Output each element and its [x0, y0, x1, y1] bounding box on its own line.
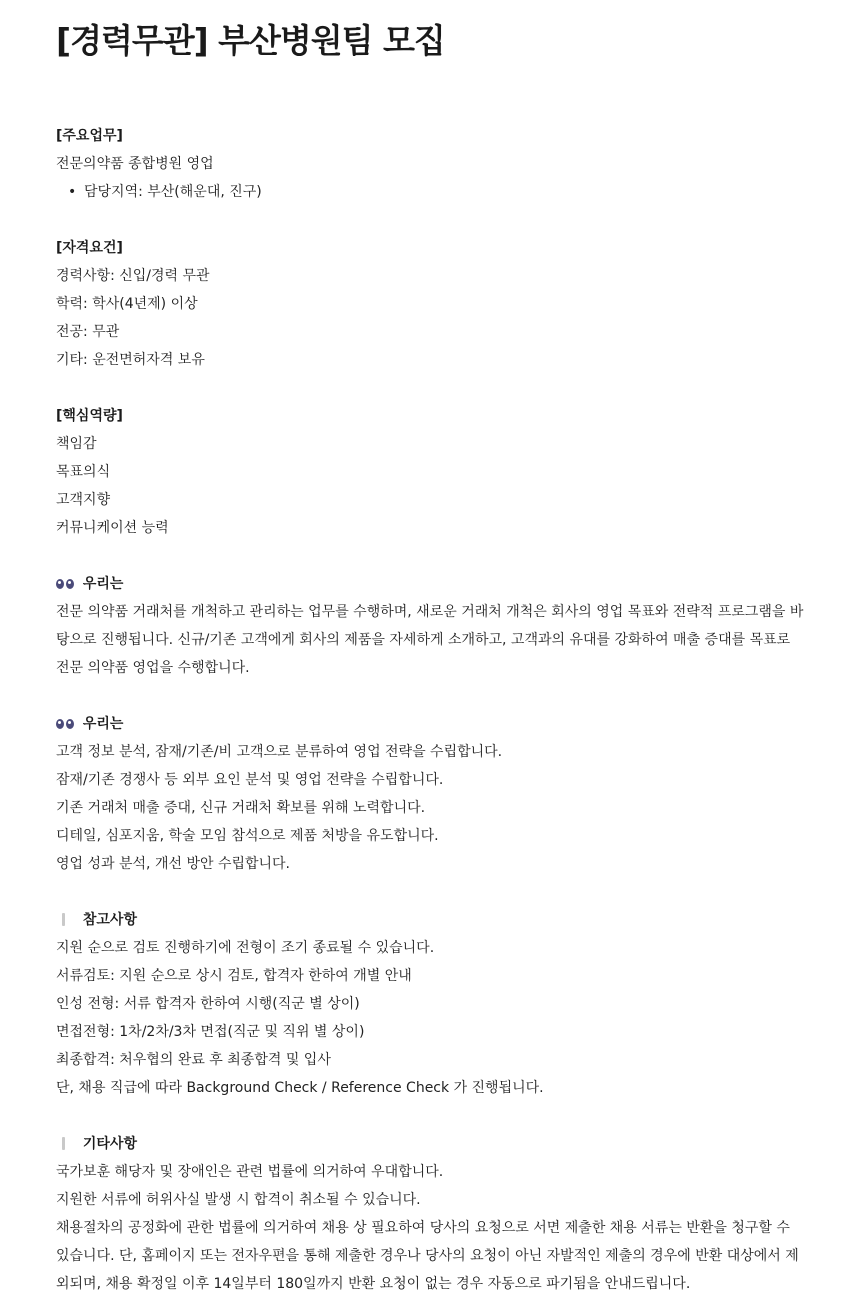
list-item: 지원한 서류에 허위사실 발생 시 합격이 취소될 수 있습니다. [56, 1192, 421, 1208]
list-item: 서류검토: 지원 순으로 상시 검토, 합격자 한하여 개별 안내 [56, 968, 412, 984]
notes-heading-text: 참고사항 [82, 912, 137, 928]
list-item: 커뮤니케이션 능력 [56, 520, 169, 536]
others-section [56, 1130, 819, 1298]
competency-section [56, 402, 819, 542]
list-item: 기존 거래처 매출 증대, 신규 거래처 확보를 위해 노력합니다. [56, 800, 426, 816]
page-title: [경력무관] 부산병원팀 모집 [56, 21, 445, 60]
we-heading-2 [56, 710, 819, 738]
list-item: 전공: 무관 [56, 324, 120, 340]
exclamation-icon [56, 1130, 78, 1158]
requirements-section [56, 234, 819, 374]
list-item: 단, 채용 직급에 따라 Background Check / Reference Check 가 진행됩니다. [56, 1080, 544, 1096]
exclamation-icon [56, 906, 78, 934]
we-section-2 [56, 710, 819, 878]
others-heading-text: 기타사항 [82, 1136, 137, 1152]
duties-bullet [56, 178, 819, 206]
duties-line: 전문의약품 종합병원 영업 [56, 156, 214, 172]
list-item: 잠재/기존 경쟁사 등 외부 요인 분석 및 영업 전략을 수립합니다. [56, 772, 444, 788]
duties-section [56, 122, 819, 206]
others-heading [56, 1130, 819, 1158]
list-item: 고객지향 [56, 492, 111, 508]
list-item: 영업 성과 분석, 개선 방안 수립합니다. [56, 856, 291, 872]
competency-heading: [핵심역량] [56, 408, 123, 424]
we-heading-1 [56, 570, 819, 598]
list-item: 지원 순으로 검토 진행하기에 전형이 조기 종료될 수 있습니다. [56, 940, 435, 956]
list-item: 기타: 운전면허자격 보유 [56, 352, 205, 368]
we-heading-text: 우리는 [82, 576, 124, 592]
list-item: 디테일, 심포지움, 학술 모임 참석으로 제품 처방을 유도합니다. [56, 828, 439, 844]
we-paragraph: 전문 의약품 거래처를 개척하고 관리하는 업무를 수행하며, 새로운 거래처 개척은 회사의 영업 목표와 전략적 프로그램을 바탕으로 진행됩니다. 신규/기존 고객에게 회사의 제품을 자세하게 소개하고, 고객과의 유대를 강화하여 매출 증대를 목표로 전문 의약품 영업을 수행합니다. [56, 604, 804, 676]
duties-bullet-text: 담당지역: 부산(해운대, 진구) [84, 184, 262, 200]
list-item: 경력사항: 신입/경력 무관 [56, 268, 210, 284]
bullet-icon: • [68, 184, 77, 200]
list-item: 목표의식 [56, 464, 111, 480]
eyes-icon [56, 570, 78, 598]
list-item: 책임감 [56, 436, 97, 452]
others-paragraph: 채용절차의 공정화에 관한 법률에 의거하여 채용 상 필요하여 당사의 요청으로 서면 제출한 채용 서류는 반환을 청구할 수 있습니다. 단, 홈페이지 또는 전자우편을 통해 제출한 경우나 당사의 요청이 아닌 자발적인 제출의 경우에 반환 대상에서 제외되며, 채용 확정일 이후 14일부터 180일까지 반환 요청이 없는 경우 자동으로 파기됨을 안내드립니다. [56, 1220, 799, 1292]
duties-heading: [주요업무] [56, 128, 123, 144]
eyes-icon [56, 710, 78, 738]
list-item: 면접전형: 1차/2차/3차 면접(직군 및 직위 별 상이) [56, 1024, 365, 1040]
list-item: 국가보훈 해당자 및 장애인은 관련 법률에 의거하여 우대합니다. [56, 1164, 444, 1180]
notes-section [56, 906, 819, 1102]
requirements-heading: [자격요건] [56, 240, 123, 256]
list-item: 최종합격: 처우협의 완료 후 최종합격 및 입사 [56, 1052, 331, 1068]
notes-heading [56, 906, 819, 934]
list-item: 고객 정보 분석, 잠재/기존/비 고객으로 분류하여 영업 전략을 수립합니다. [56, 744, 503, 760]
list-item: 인성 전형: 서류 합격자 한하여 시행(직군 별 상이) [56, 996, 360, 1012]
we-section-1 [56, 570, 819, 682]
we-heading-text: 우리는 [82, 716, 124, 732]
list-item: 학력: 학사(4년제) 이상 [56, 296, 198, 312]
